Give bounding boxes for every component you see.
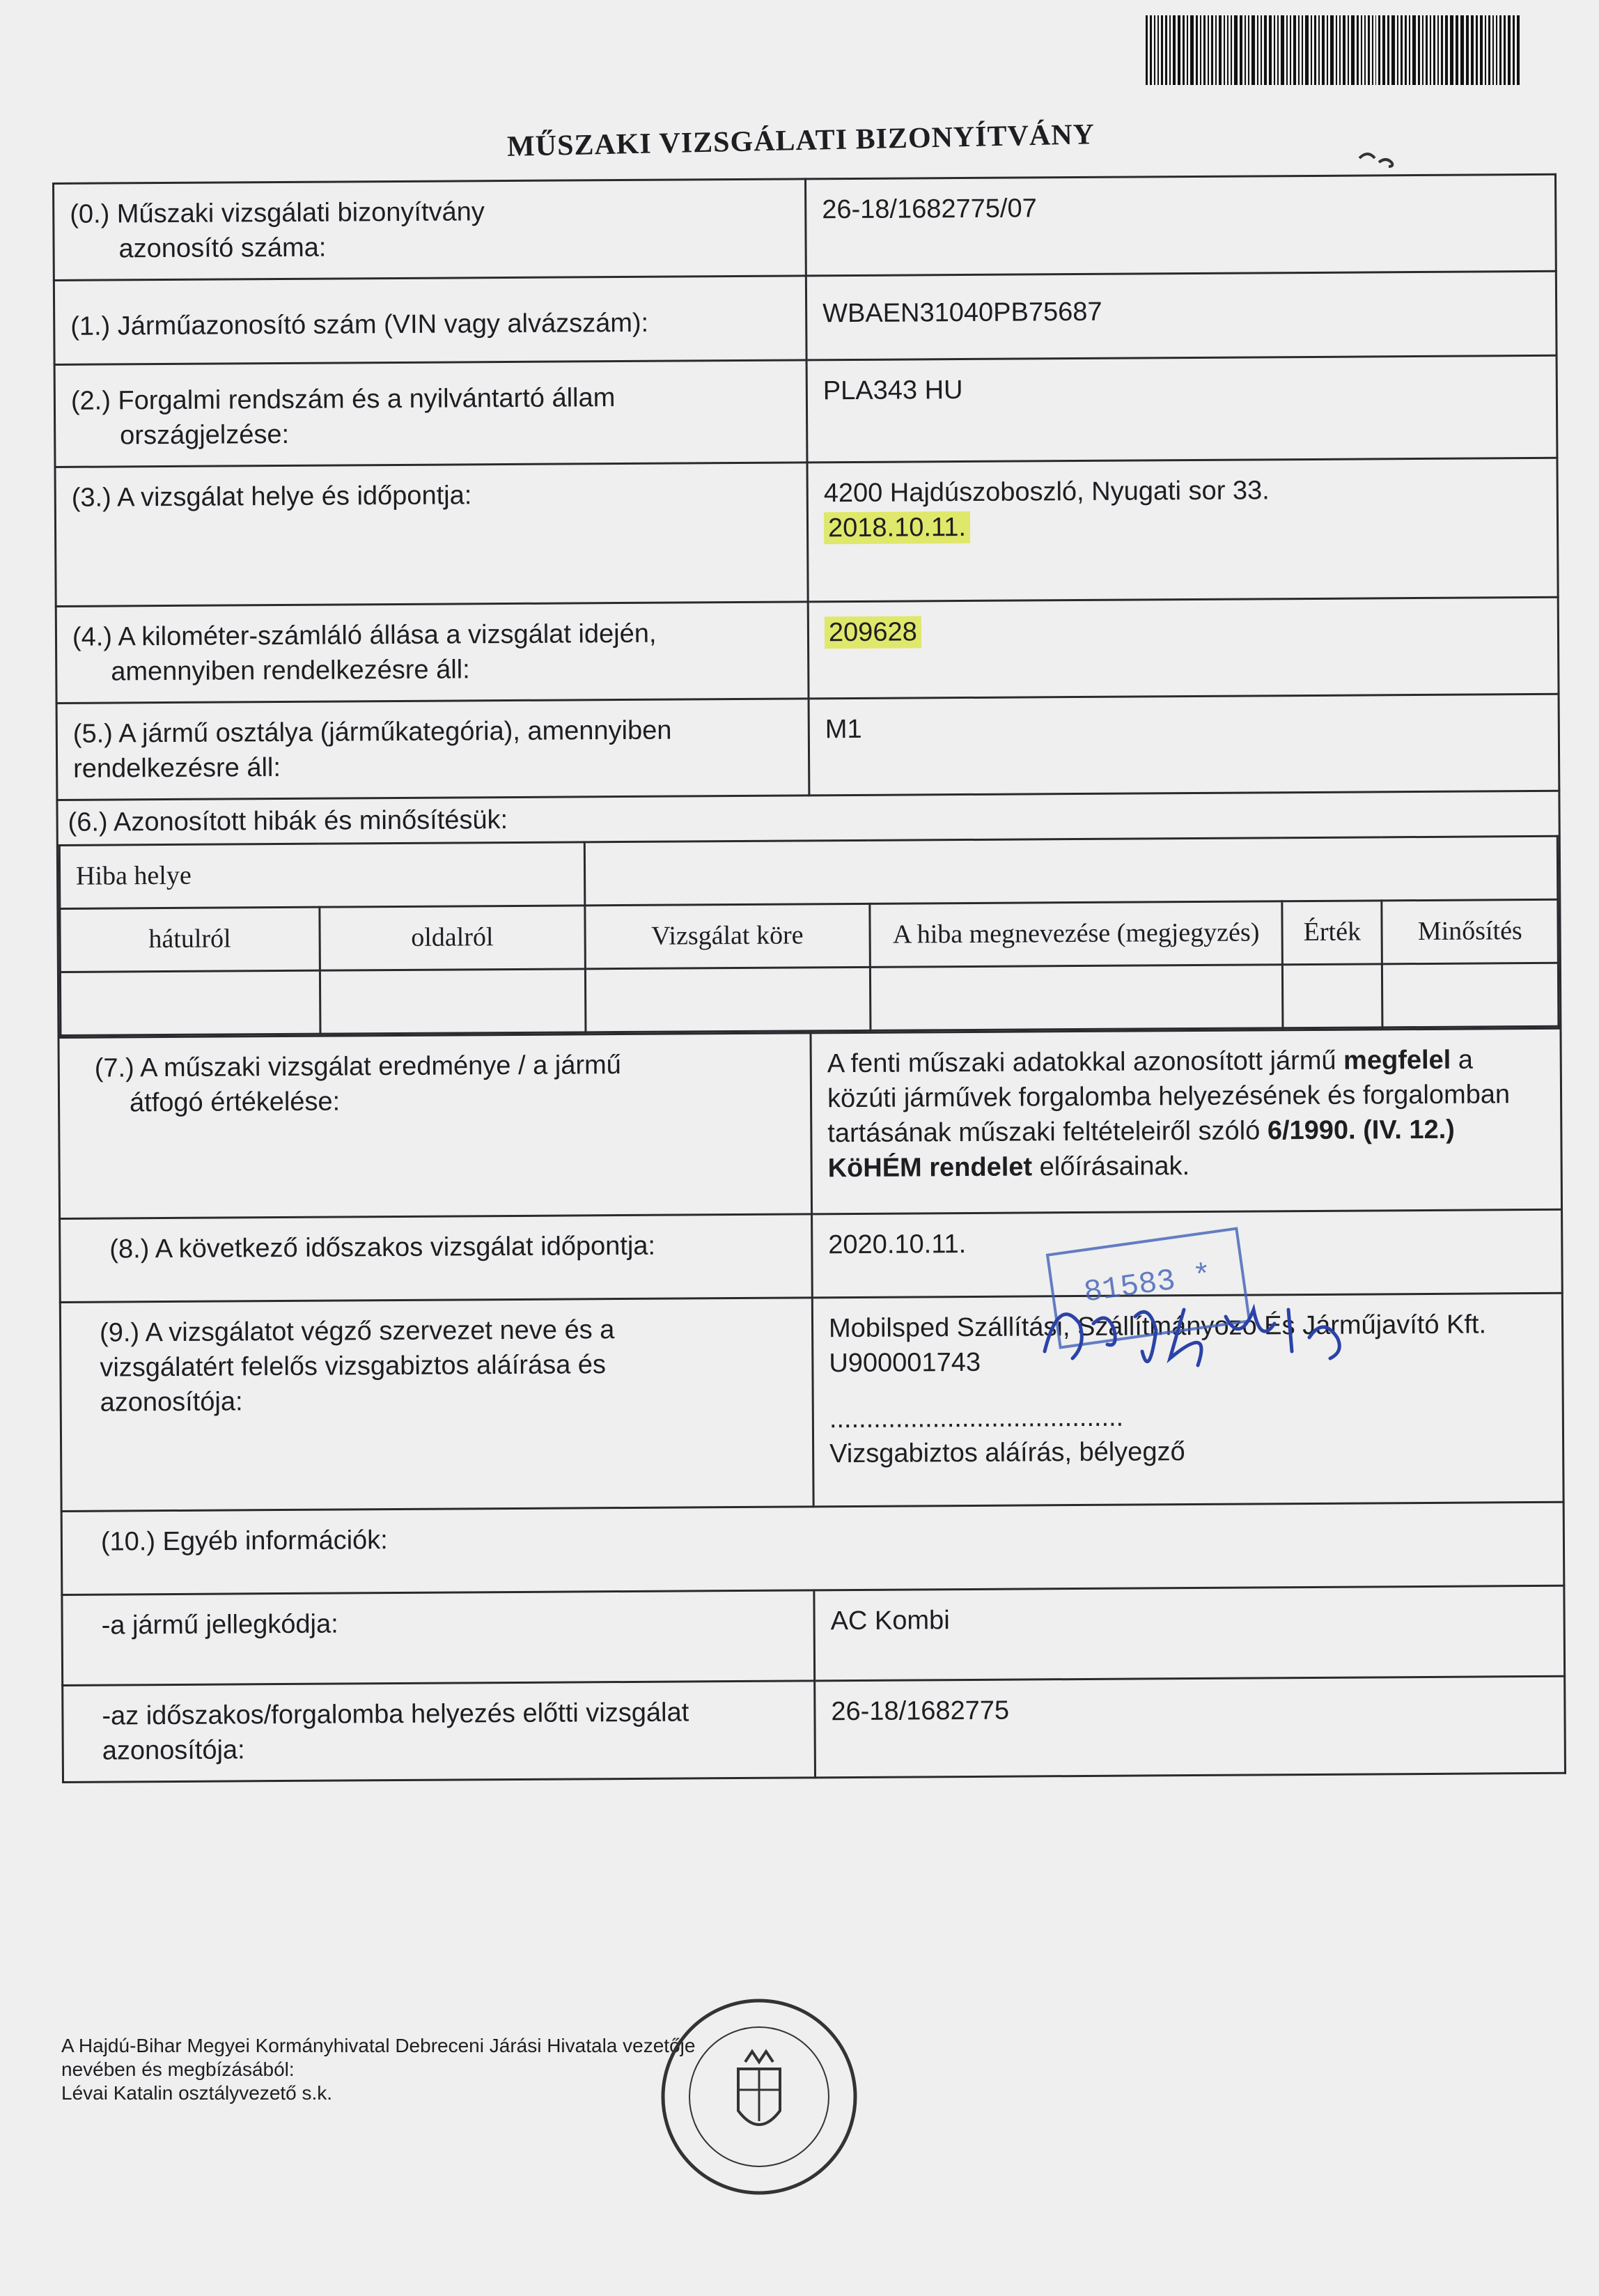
barcode-bar [1364, 15, 1366, 85]
value-organization: Mobilsped Szállítási, Szállítmányozó És Járműjavító Kft. U900001743 ........................................ Vizsgabiztos aláírás, bélyegző [812, 1293, 1563, 1507]
barcode-bar [1466, 15, 1469, 85]
barcode-bar [1183, 15, 1185, 85]
certificate-table [52, 173, 1566, 1783]
defects-table [58, 835, 1560, 1037]
value-date-highlighted: 2018.10.11. [824, 511, 970, 544]
barcode-bar [1245, 15, 1246, 85]
barcode-bar [1269, 15, 1272, 85]
barcode-bar [1211, 15, 1214, 85]
barcode-bar [1318, 15, 1320, 85]
col-hiba-megnevezese: A hiba megnevezése (megjegyzés) [870, 901, 1283, 968]
barcode-bar [1302, 15, 1303, 85]
cell-empty [320, 969, 585, 1034]
label-9: (9.) A vizsgálatot végző szervezet neve és a vizsgálatért felelős vizsgabiztos aláírása és azonosítója: [60, 1298, 813, 1512]
barcode-bar [1224, 15, 1226, 85]
barcode-bar [1293, 15, 1296, 85]
barcode-bar [1173, 15, 1176, 85]
barcode-bar [1348, 15, 1350, 85]
barcode-bar [1480, 15, 1483, 85]
barcode-bar [1146, 15, 1148, 85]
col-vizsgalat-kore: Vizsgálat köre [584, 903, 870, 968]
document-title: MŰSZAKI VIZSGÁLATI BIZONYÍTVÁNY [506, 118, 1095, 163]
barcode [1146, 15, 1522, 85]
barcode-bar [1264, 15, 1267, 85]
cell-empty [1382, 963, 1559, 1027]
row-3 [55, 458, 1558, 606]
label-10: (10.) Egyéb információk: [61, 1502, 1564, 1595]
value-place: 4200 Hajdúszoboszló, Nyugati sor 33. [823, 476, 1270, 509]
col-hiba-helye: Hiba helye [59, 842, 584, 909]
barcode-bar [1378, 15, 1380, 85]
barcode-bar [1361, 15, 1362, 85]
value-type-code: AC Kombi [814, 1585, 1565, 1681]
barcode-bar [1517, 15, 1520, 85]
barcode-bar [1231, 15, 1232, 85]
barcode-bar [1426, 15, 1428, 85]
barcode-bar [1178, 15, 1180, 85]
barcode-bar [1154, 15, 1155, 85]
barcode-bar [1492, 15, 1495, 85]
row-7 [58, 1028, 1562, 1218]
barcode-bar [1274, 15, 1276, 85]
barcode-bar [1368, 15, 1370, 85]
barcode-bar [1412, 15, 1415, 85]
defects-section [57, 791, 1561, 1037]
barcode-bar [1405, 15, 1407, 85]
barcode-bar [1504, 15, 1506, 85]
barcode-bar [1343, 15, 1346, 85]
barcode-bar [1485, 15, 1486, 85]
footer-line-2: nevében és megbízásából: [61, 2058, 295, 2080]
barcode-bar [1234, 15, 1237, 85]
barcode-bar [1336, 15, 1338, 85]
value-certificate-id: 26-18/1682775/07 [805, 174, 1556, 276]
barcode-bar [1397, 15, 1399, 85]
label-2: (2.) Forgalmi rendszám és a nyilvántartó állam országjelzése: [54, 360, 807, 467]
barcode-bar [1430, 15, 1431, 85]
barcode-bar [1382, 15, 1385, 85]
signature-icon [1031, 1282, 1365, 1393]
barcode-bar [1215, 15, 1217, 85]
col-oldalrol: oldalról [320, 906, 585, 970]
row-10b [63, 1676, 1566, 1782]
barcode-bar [1190, 15, 1193, 85]
value-place-date [807, 458, 1558, 602]
label-1: (1.) Járműazonosító szám (VIN vagy alvázszám): [54, 276, 806, 365]
footer [61, 2034, 695, 2105]
barcode-bar [1298, 15, 1300, 85]
row-10a [62, 1585, 1565, 1685]
barcode-bar [1450, 15, 1453, 85]
row-10 [61, 1502, 1564, 1595]
barcode-bar [1219, 15, 1222, 85]
row-2 [54, 355, 1557, 467]
barcode-bar [1169, 15, 1171, 85]
barcode-bar [1187, 15, 1189, 85]
col-hatulrol: hátulról [60, 907, 320, 972]
barcode-bar [1508, 15, 1511, 85]
label-4: (4.) A kilométer-számláló állása a vizsgálat idején, amennyiben rendelkezésre áll: [56, 602, 809, 704]
barcode-bar [1322, 15, 1325, 85]
label-10b: -az időszakos/forgalomba helyezés előtti vizsgálat azonosítója: [63, 1681, 816, 1783]
pen-mark-icon [1358, 143, 1400, 171]
barcode-bar [1330, 15, 1333, 85]
barcode-bar [1476, 15, 1479, 85]
barcode-bar [1157, 15, 1159, 85]
barcode-bar [1314, 15, 1316, 85]
value-vin: WBAEN31040PB75687 [806, 271, 1557, 360]
barcode-bar [1203, 15, 1206, 85]
barcode-bar [1290, 15, 1291, 85]
barcode-bar [1433, 15, 1436, 85]
value-vehicle-class: M1 [809, 694, 1559, 796]
official-seal-icon [655, 1992, 864, 2201]
col-minosites: Minősítés [1382, 899, 1558, 964]
barcode-bar [1471, 15, 1474, 85]
barcode-bar [1311, 15, 1313, 85]
barcode-bar [1208, 15, 1209, 85]
value-previous-id: 26-18/1682775 [815, 1676, 1566, 1778]
barcode-bar [1372, 15, 1373, 85]
barcode-bar [1422, 15, 1424, 85]
row-5 [56, 694, 1559, 800]
barcode-bar [1357, 15, 1359, 85]
inspector-stamp: 81583 * [1046, 1227, 1251, 1349]
barcode-bar [1409, 15, 1411, 85]
cell-empty [1283, 964, 1383, 1028]
row-6 [57, 791, 1561, 1037]
barcode-bar [1261, 15, 1263, 85]
barcode-bar [1375, 15, 1377, 85]
cell-empty [870, 965, 1283, 1031]
footer-line-3: Lévai Katalin osztályvezető s.k. [61, 2082, 333, 2104]
barcode-bar [1387, 15, 1390, 85]
label-0: (0.) Műszaki vizsgálati bizonyítvány azonosító száma: [54, 179, 806, 281]
barcode-bar [1418, 15, 1420, 85]
barcode-bar [1327, 15, 1328, 85]
label-3: (3.) A vizsgálat helye és időpontja: [55, 463, 808, 607]
cell-empty [60, 970, 320, 1035]
signature-dots: ........................................ [829, 1402, 1124, 1434]
barcode-bar [1150, 15, 1153, 85]
row-1 [54, 271, 1557, 364]
barcode-bar [1445, 15, 1448, 85]
barcode-bar [1441, 15, 1443, 85]
barcode-bar [1437, 15, 1439, 85]
footer-line-1: A Hajdú-Bihar Megyei Kormányhivatal Debreceni Járási Hivatala vezetője [61, 2035, 696, 2056]
col-empty [584, 836, 1558, 906]
barcode-bar [1200, 15, 1201, 85]
barcode-bar [1248, 15, 1250, 85]
row-4 [56, 597, 1559, 703]
label-5: (5.) A jármű osztálya (járműkategória), amennyiben rendelkezésre áll: [56, 699, 809, 800]
barcode-bar [1240, 15, 1242, 85]
barcode-bar [1351, 15, 1354, 85]
barcode-bar [1456, 15, 1458, 85]
barcode-bar [1161, 15, 1163, 85]
label-7: (7.) A műszaki vizsgálat eredménye / a jármű átfogó értékelése: [58, 1033, 812, 1219]
cell-empty [585, 967, 871, 1032]
col-ertek: Érték [1282, 901, 1382, 965]
barcode-bar [1227, 15, 1228, 85]
barcode-bar [1165, 15, 1168, 85]
barcode-bar [1513, 15, 1515, 85]
value-plate: PLA343 HU [806, 355, 1557, 463]
value-next-inspection: 2020.10.11. [812, 1209, 1563, 1298]
barcode-bar [1305, 15, 1308, 85]
barcode-bar [1391, 15, 1394, 85]
barcode-bar [1281, 15, 1284, 85]
barcode-bar [1196, 15, 1199, 85]
value-evaluation: A fenti műszaki adatokkal azonosított jármű megfelel a közúti járművek forgalomba helyezésének és forgalomban tartásának műszaki feltételeiről szóló 6/1990. (IV. 12.) KöHÉM rendelet előírásainak. [811, 1028, 1562, 1214]
barcode-bar [1339, 15, 1341, 85]
barcode-bar [1286, 15, 1288, 85]
barcode-bar [1257, 15, 1258, 85]
barcode-bar [1401, 15, 1403, 85]
signature-caption: Vizsgabiztos aláírás, bélyegző [829, 1437, 1185, 1469]
row-0 [54, 174, 1557, 280]
label-10a: -a jármű jellegkódja: [62, 1590, 815, 1686]
label-6: (6.) Azonosított hibák és minősítésük: [68, 805, 508, 837]
barcode-bar [1496, 15, 1497, 85]
barcode-bar [1251, 15, 1254, 85]
value-odometer: 209628 [808, 597, 1559, 699]
barcode-bar [1460, 15, 1463, 85]
barcode-bar [1277, 15, 1279, 85]
barcode-bar [1488, 15, 1490, 85]
label-8: (8.) A következő időszakos vizsgálat időpontja: [60, 1214, 813, 1303]
barcode-bar [1499, 15, 1502, 85]
